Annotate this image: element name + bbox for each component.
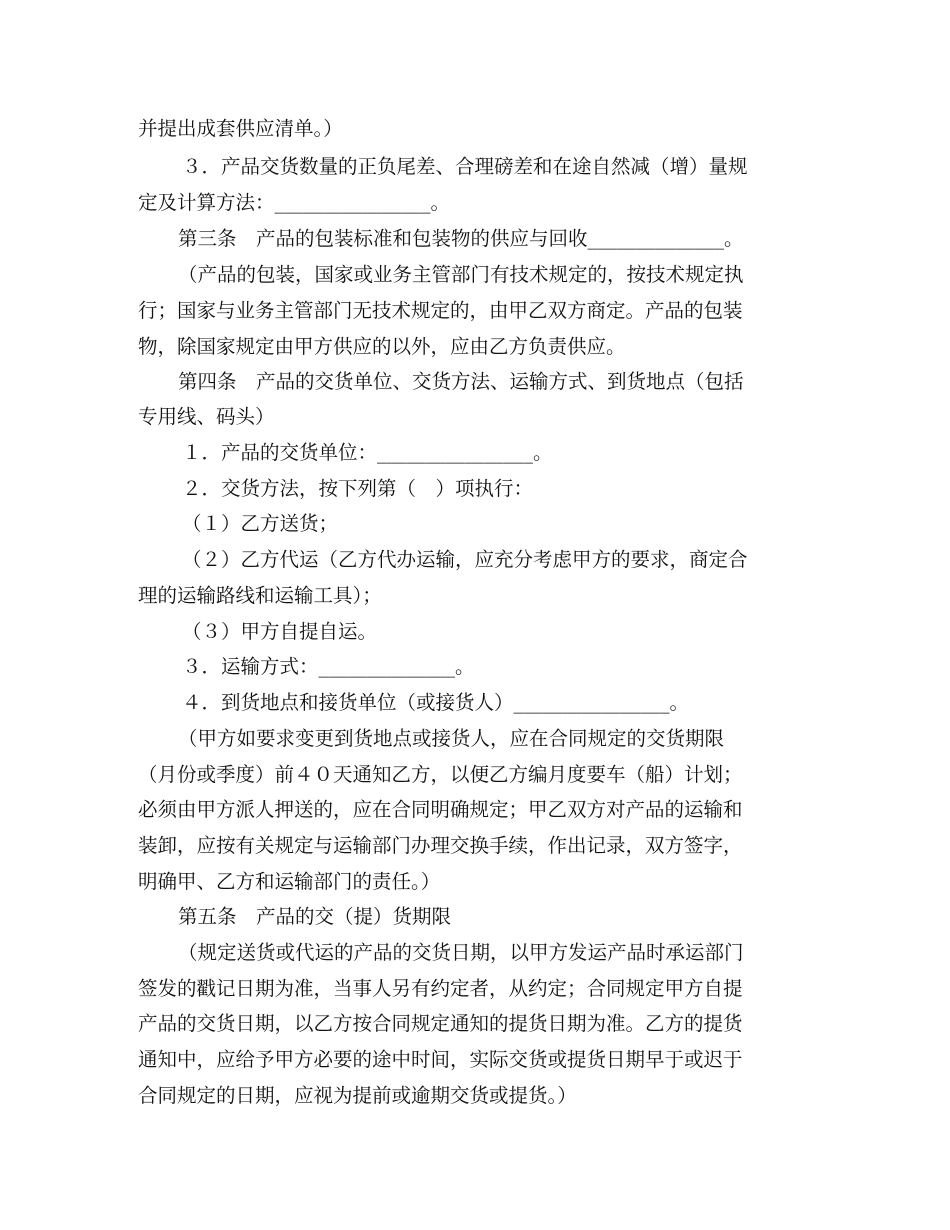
clause-item: ４．到货地点和接货单位（或接货人）________________。: [182, 691, 690, 714]
paragraph-line: 行；国家与业务主管部门无技术规定的，由甲乙双方商定。产品的包装: [138, 299, 743, 322]
paragraph-line: 必须由甲方派人押送的，应在合同明确规定；甲乙双方对产品的运输和: [138, 798, 743, 821]
paragraph-line: 产品的交货日期，以乙方按合同规定通知的提货日期为准。乙方的提货: [138, 1012, 743, 1035]
clause-item: ２．交货方法，按下列第（ ）项执行：: [182, 477, 534, 500]
paragraph-line: 专用线、码头）: [138, 405, 275, 428]
paragraph-line: 明确甲、乙方和运输部门的责任。）: [138, 870, 441, 893]
paragraph-line: 通知中，应给予甲方必要的途中时间，实际交货或提货日期早于或迟于: [138, 1048, 743, 1071]
article-heading: 第三条 产品的包装标准和包装物的供应与回收______________。: [178, 227, 744, 250]
paragraph-line: （月份或季度）前４０天通知乙方，以便乙方编月度要车（船）计划；: [138, 763, 743, 786]
paragraph-line: 并提出成套供应清单。）: [138, 117, 343, 140]
paragraph-line: （甲方如要求变更到货地点或接货人，应在合同规定的交货期限: [178, 727, 725, 750]
paragraph-line: 合同规定的日期，应视为提前或逾期交货或提货。）: [138, 1084, 577, 1107]
paragraph-line: （规定送货或代运的产品的交货日期，以甲方发运产品时承运部门: [178, 941, 744, 964]
clause-item: （１）乙方送货；: [182, 512, 339, 535]
paragraph-line: （产品的包装，国家或业务主管部门有技术规定的，按技术规定执: [178, 263, 744, 286]
clause-item: ３．运输方式：______________。: [182, 655, 475, 678]
paragraph-line: 装卸，应按有关规定与运输部门办理交换手续，作出记录，双方签字，: [138, 834, 743, 857]
clause-item: （３）甲方自提自运。: [182, 620, 378, 643]
clause-item: １．产品的交货单位：________________。: [182, 441, 553, 464]
clause-item: ３．产品交货数量的正负尾差、合理磅差和在途自然减（增）量规: [182, 155, 748, 178]
paragraph-line: 理的运输路线和运输工具）；: [138, 584, 382, 607]
paragraph-line: 物，除国家规定由甲方供应的以外，应由乙方负责供应。: [138, 335, 626, 358]
paragraph-line: 定及计算方法：________________。: [138, 191, 451, 214]
paragraph-line: 签发的戳记日期为准，当事人另有约定者，从约定；合同规定甲方自提: [138, 977, 743, 1000]
article-heading: 第五条 产品的交（提）货期限: [178, 905, 452, 928]
article-heading: 第四条 产品的交货单位、交货方法、运输方式、到货地点（包括: [178, 370, 744, 393]
clause-item: （２）乙方代运（乙方代办运输，应充分考虑甲方的要求，商定合: [182, 548, 748, 571]
